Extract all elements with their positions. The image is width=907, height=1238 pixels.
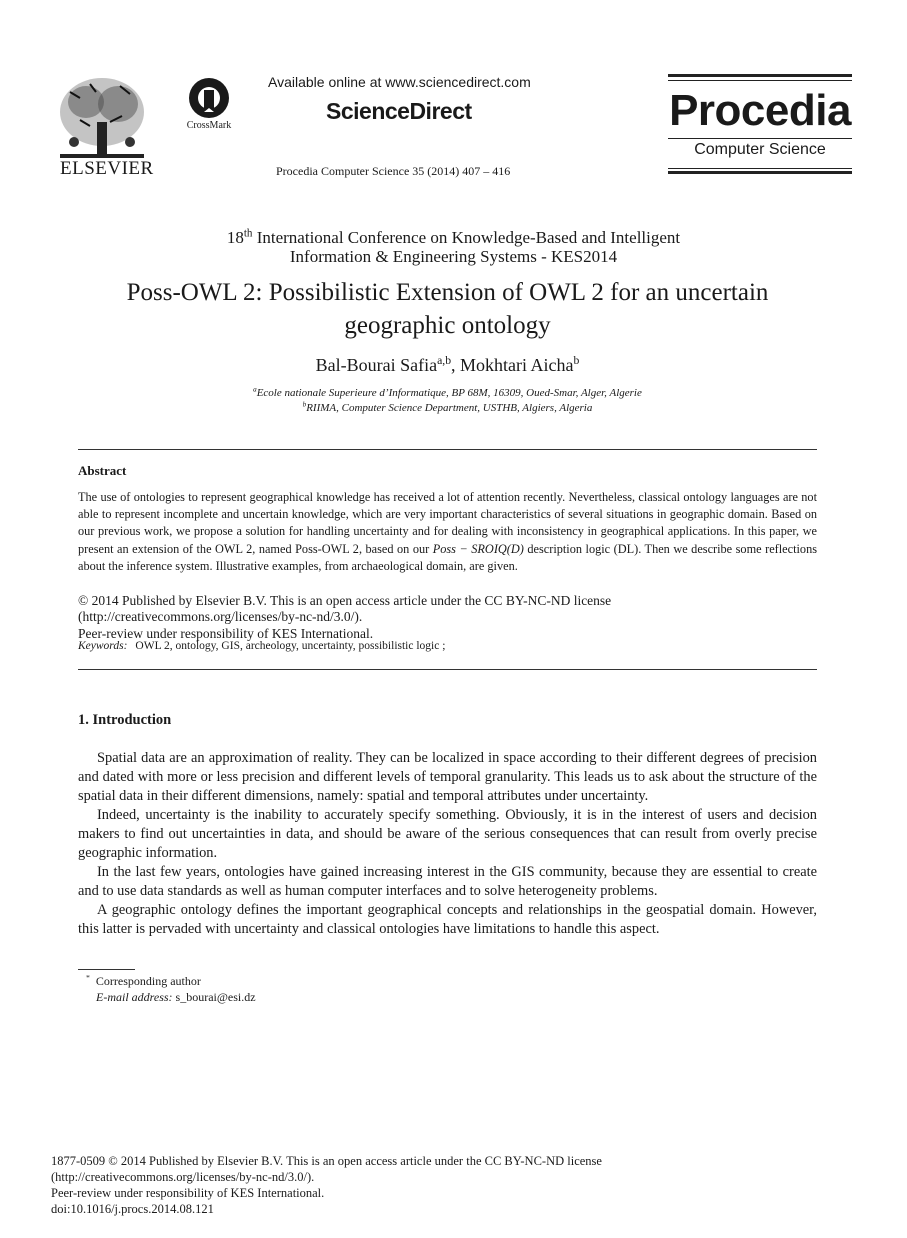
conference-line-2: Information & Engineering Systems - KES2014 [289,247,618,266]
license-text: © 2014 Published by Elsevier B.V. This is an open access article under the CC BY-NC-ND license [78,593,612,608]
logo-divider [668,138,852,139]
paragraph: Spatial data are an approximation of reality. They can be localized in space according to their different degrees of precision and dated with more or less precision and different levels of temporal granularity. This leads us to ask about the structure of the spatial data in their different dimensions, namely: spatial and temporal attributes under uncertainty. [78,750,817,804]
abstract-body: The use of ontologies to represent geographical knowledge has received a lot of attention recently. Nevertheless, classical ontology languages are not able to represent incomplete and uncertain knowledge, which are very important characteristics of several situations in geographic domain. Based on our previous work, we propose a solution for handling uncertainty and for dealing with inconsistency in geographical applications. In this paper, we present an extension of the OWL 2, named Poss-OWL 2, based on our Poss − SROIQ(D) description logic (DL). Then we describe some reflections about the inference system. Illustrative examples, from archaeological domain, are given. [78,490,818,573]
keywords-list: OWL 2, ontology, GIS, archeology, uncertainty, possibilistic logic ; [135,640,446,652]
paragraph: In the last few years, ontologies have gained increasing interest in the GIS community, because they are essential to create and to use data standards as well as human computer interfaces and to solve heterogeneity problems. [78,864,817,899]
dl-name: Poss − SROIQ(D) [432,541,524,556]
section-heading-introduction: 1. Introduction [78,712,172,728]
crossmark-label: CrossMark [186,120,232,131]
email-note: E-mail address: s_bourai@esi.dz [96,990,256,1004]
logo-bar-bottom-thin [668,168,852,169]
procedia-logo [668,74,852,174]
affiliation-a: $^a$Ecole nationale Superieure d’Informatique, BP 68M, 16309, Oued-Smar, Alger, Algerie [253,385,642,399]
paragraph: Indeed, uncertainty is the inability to accurately specify something. Obviously, it is in the interest of users and decision makers to find out uncertainties in data, and should be aware of the serious consequences that can result from overly precise geographic information. [78,807,817,861]
peer-review-note: Peer-review under responsibility of KES International. [78,626,374,641]
conference-line-1: 18th International Conference on Knowledge-Based and Intelligent [226,227,681,247]
abstract-bottom-rule [78,669,817,670]
corresponding-author-note: * Corresponding author [86,973,201,988]
author-2: Mokhtari Aicha [460,355,574,375]
keywords-label: Keywords: [78,640,128,652]
logo-bar-bottom [668,171,852,174]
author-list: Bal-Bourai Safia$^{a,b}$, Mokhtari Aicha$^b$ [315,354,580,375]
footer-issn-license: 1877-0509 © 2014 Published by Elsevier B.V. This is an open access article under the CC BY-NC-ND license [51,1154,602,1168]
journal-reference: Procedia Computer Science 35 (2014) 407 – 416 [276,164,511,178]
paper-title-line-2: geographic ontology [344,312,551,339]
publisher-name: ELSEVIER [60,158,154,179]
procedia-title: Procedia [669,86,851,135]
procedia-subtitle: Computer Science [694,141,826,158]
abstract-heading: Abstract [78,463,127,478]
abstract-top-rule [78,449,817,450]
logo-bar-top [668,74,852,77]
footer-doi[interactable]: doi:10.1016/j.procs.2014.08.121 [51,1202,214,1216]
logo-bar-top-thin [668,80,852,81]
email-address[interactable]: s_bourai@esi.dz [175,990,256,1004]
introduction-body [78,749,817,939]
footer-peer-review: Peer-review under responsibility of KES International. [51,1186,325,1200]
author-1: Bal-Bourai Safia [315,355,438,375]
affiliation-b: $^b$RIIMA, Computer Science Department, USTHB, Algiers, Algeria [302,400,593,414]
footer-license-link[interactable]: (http://creativecommons.org/licenses/by-nc-nd/3.0/). [51,1170,315,1184]
available-online-text[interactable]: Available online at www.sciencedirect.com [268,74,531,90]
paper-title-line-1: Poss-OWL 2: Possibilistic Extension of OWL 2 for an uncertain [126,279,769,306]
paragraph: A geographic ontology defines the important geographical concepts and relationships in the geospatial domain. However, this latter is pervaded with uncertainty and classical ontologies have limitations to handle this aspect. [78,902,817,937]
keywords [78,640,445,652]
license-link[interactable]: (http://creativecommons.org/licenses/by-nc-nd/3.0/). [78,609,363,624]
sciencedirect-logo: ScienceDirect [326,98,472,124]
footnote-rule [78,969,135,970]
